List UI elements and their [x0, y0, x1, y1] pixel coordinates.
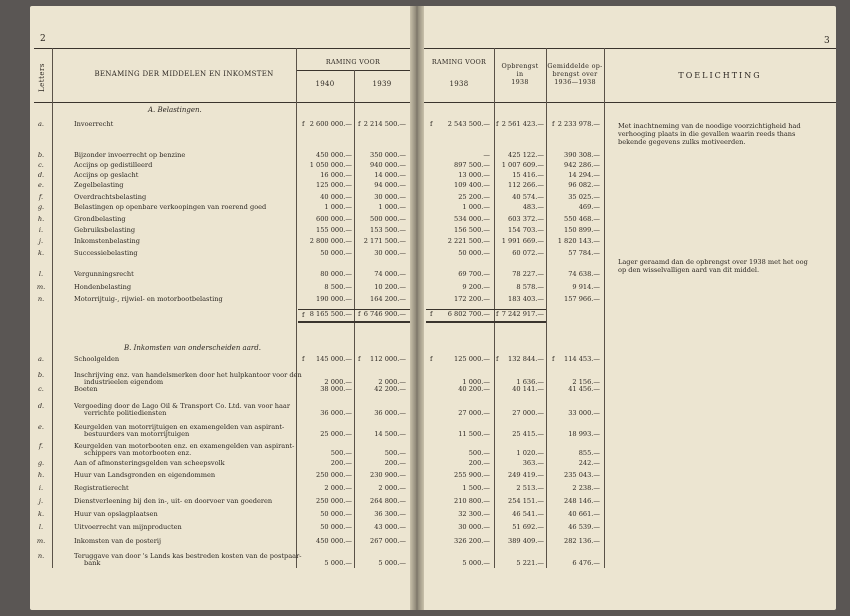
value-raming-1938: 9 200.— [462, 283, 490, 291]
row-letter: c. [38, 161, 44, 169]
value-gemiddelde: 9 914.— [572, 283, 600, 291]
value-gemiddelde: 242.— [578, 459, 600, 467]
value-1940: 200.— [330, 459, 352, 467]
row-name: Huur van opslagplaatsen [74, 511, 158, 518]
value-opbrengst-1938: 5 221.— [516, 559, 544, 568]
row-letter: l. [38, 270, 44, 278]
value-1940: 250 000.— [316, 497, 352, 505]
value-1940: 38 000.— [320, 385, 352, 393]
row-letter: h. [37, 471, 45, 479]
row-letter: a. [37, 355, 45, 363]
value-1940: 250 000.— [316, 471, 352, 479]
value-1940: 2 800 000.— [309, 237, 352, 245]
value-1940: 125 000.— [316, 181, 352, 189]
total-double-rule-left [298, 321, 410, 323]
row-letter: d. [37, 171, 45, 179]
currency-symbol: f [496, 355, 499, 363]
row-name: Motorrijtuig-, rijwiel- en motorbootbelasting [74, 296, 223, 303]
row-name: Boeten [74, 386, 98, 393]
value-1939: 2 171 500.— [363, 237, 406, 245]
section-a-title: A. Belastingen. [148, 106, 202, 114]
row-name: Inkomsten van de posterij [74, 538, 161, 545]
value-1940: 2 000.— [324, 484, 352, 492]
total-1939: 6 746 900.— [363, 310, 406, 318]
value-gemiddelde: 96 082.— [568, 181, 600, 189]
value-raming-1938: 210 800.— [454, 497, 490, 505]
value-gemiddelde: 14 294.— [568, 171, 600, 179]
row-name: Teruggave van door 's Lands kas bestreden kosten van de postpaar- [74, 553, 302, 560]
currency-symbol: f [496, 310, 499, 318]
value-opbrengst-1938: 483.— [522, 203, 544, 211]
opbrengst-header-2: in [516, 70, 524, 78]
row-letter: a. [37, 120, 45, 128]
value-raming-1938: 13 000.— [458, 171, 490, 179]
value-opbrengst-1938: 1 636.— [516, 378, 544, 387]
currency-symbol: f [430, 120, 433, 128]
row-name: Inschrijving enz. van handelsmerken door het hulpkantoor voor den [74, 372, 302, 379]
value-1939: 74 000.— [374, 270, 406, 278]
value-opbrengst-1938: 46 541.— [512, 510, 544, 518]
value-1939: 14 000.— [374, 171, 406, 179]
value-opbrengst-1938: 78 227.— [512, 270, 544, 278]
row-letter: m. [36, 283, 46, 291]
value-1940: 190 000.— [316, 295, 352, 303]
value-1939: 264 800.— [370, 497, 406, 505]
section-b-title: B. Inkomsten van onderscheiden aard. [124, 344, 261, 352]
value-raming-1938: 1 500.— [462, 484, 490, 492]
total-1940: 8 165 500.— [309, 310, 352, 318]
value-raming-1938: 125 000.— [454, 355, 490, 363]
value-gemiddelde: 57 784.— [568, 249, 600, 257]
value-1940: 40 000.— [320, 193, 352, 201]
value-raming-1938: 40 200.— [458, 385, 490, 393]
value-raming-1938: 69 700.— [458, 270, 490, 278]
value-1939: 230 900.— [370, 471, 406, 479]
row-name: Successiebelasting [74, 250, 138, 257]
value-raming-1938: 5 000.— [462, 559, 490, 568]
gemiddelde-header-2: brengst over [552, 70, 598, 78]
row-name: Inkomstenbelasting [74, 238, 141, 245]
benaming-header: BENAMING DER MIDDELEN EN INKOMSTEN [94, 70, 274, 78]
row-name: Aan of afmonsteringsgelden van scheepsvolk [74, 460, 225, 467]
left-page [30, 6, 410, 610]
value-1940: 2 000.— [324, 378, 352, 387]
row-name: Belastingen op openbare verkoopingen van roerend goed [74, 204, 267, 211]
row-letter: j. [38, 237, 44, 245]
value-1939: 200.— [384, 459, 406, 467]
value-opbrengst-1938: 249 419.— [508, 471, 544, 479]
row-name: Bijzonder invoerrecht op benzine [74, 152, 186, 159]
value-1939: 500.— [384, 449, 406, 458]
value-1940: 155 000.— [316, 226, 352, 234]
toelichting-note-successiebelasting: Lager geraamd dan de opbrengst over 1938 met het oog op den wisselvalligen aard van dit middel. [618, 258, 808, 274]
value-opbrengst-1938: 363.— [522, 459, 544, 467]
currency-symbol: f [358, 310, 361, 318]
value-raming-1938: 534 000.— [454, 215, 490, 223]
value-opbrengst-1938: 51 692.— [512, 523, 544, 531]
value-1940: 50 000.— [320, 523, 352, 531]
currency-symbol: f [552, 120, 555, 128]
row-name: Schoolgelden [74, 356, 120, 363]
total-double-rule-right [426, 321, 546, 323]
value-gemiddelde: 1 820 143.— [557, 237, 600, 245]
right-page [424, 6, 836, 610]
row-name: Registratierecht [74, 485, 129, 492]
value-gemiddelde: 390 308.— [564, 151, 600, 159]
row-letter: k. [37, 249, 45, 257]
row-letter: e. [38, 181, 44, 189]
value-gemiddelde: 2 233 978.— [557, 120, 600, 128]
raming-voor-header: RAMING VOOR [325, 58, 381, 66]
row-name: Vergunningsrecht [74, 271, 134, 278]
value-1939: 1 000.— [378, 203, 406, 211]
row-letter: n. [37, 295, 45, 303]
currency-symbol: f [552, 355, 555, 363]
row-letter: f. [38, 193, 44, 201]
value-raming-1938: 32 300.— [458, 510, 490, 518]
value-opbrengst-1938: 603 372.— [508, 215, 544, 223]
row-name: Invoerrecht [74, 121, 114, 128]
value-opbrengst-1938: 389 409.— [508, 537, 544, 545]
value-1939: 36 300.— [374, 510, 406, 518]
value-raming-1938: 27 000.— [458, 409, 490, 418]
value-opbrengst-1938: 1 020.— [516, 449, 544, 458]
currency-symbol: f [302, 355, 305, 363]
value-1939: 500 000.— [370, 215, 406, 223]
raming-voor-header-right: RAMING VOOR [431, 58, 487, 66]
value-1940: 145 000.— [316, 355, 352, 363]
value-gemiddelde: 40 661.— [568, 510, 600, 518]
value-gemiddelde: 469.— [578, 203, 600, 211]
value-1939: 94 000.— [374, 181, 406, 189]
value-gemiddelde: 114 453.— [564, 355, 600, 363]
value-gemiddelde: 942 286.— [564, 161, 600, 169]
value-opbrengst-1938: 15 416.— [512, 171, 544, 179]
value-opbrengst-1938: 27 000.— [512, 409, 544, 418]
value-raming-1938: 255 900.— [454, 471, 490, 479]
header-top-rule [34, 48, 410, 49]
value-raming-1938: 326 200.— [454, 537, 490, 545]
total-opbrengst-1938: 7 242 917.— [501, 310, 544, 318]
value-1939: 10 200.— [374, 283, 406, 291]
value-opbrengst-1938: 183 403.— [508, 295, 544, 303]
value-1939: 30 000.— [374, 249, 406, 257]
value-1939: 2 000.— [378, 378, 406, 387]
value-gemiddelde: 248 146.— [564, 497, 600, 505]
value-opbrengst-1938: 40 141.— [512, 385, 544, 393]
row-name: Huur van Landsgronden en eigendommen [74, 472, 216, 479]
value-opbrengst-1938: 40 574.— [512, 193, 544, 201]
row-letter: d. [37, 402, 45, 410]
col-gemiddelde-line [604, 48, 605, 568]
value-raming-1938: 897 500.— [454, 161, 490, 169]
header-top-rule-right [424, 48, 836, 49]
value-gemiddelde: 33 000.— [568, 409, 600, 418]
value-1940: 80 000.— [320, 270, 352, 278]
value-gemiddelde: 2 238.— [572, 484, 600, 492]
value-gemiddelde: 35 025.— [568, 193, 600, 201]
value-1940: 50 000.— [320, 249, 352, 257]
header-bottom-rule-right [424, 102, 836, 103]
value-gemiddelde: 550 468.— [564, 215, 600, 223]
page-number-left: 2 [40, 34, 46, 44]
row-letter: g. [37, 459, 45, 467]
value-opbrengst-1938: 2 561 423.— [501, 120, 544, 128]
value-gemiddelde: 41 456.— [568, 385, 600, 393]
value-raming-1938: 200.— [468, 459, 490, 467]
row-name-continued: verrichte politiediensten [84, 410, 167, 418]
value-1939: 30 000.— [374, 193, 406, 201]
row-letter: b. [37, 151, 45, 159]
value-raming-1938: — [483, 151, 490, 159]
value-1939: 36 000.— [374, 409, 406, 418]
value-1940: 16 000.— [320, 171, 352, 179]
value-gemiddelde: 282 136.— [564, 537, 600, 545]
value-1939: 164 200.— [370, 295, 406, 303]
value-1940: 500.— [330, 449, 352, 458]
value-1939: 2 000.— [378, 484, 406, 492]
currency-symbol: f [358, 355, 361, 363]
currency-symbol: f [358, 120, 361, 128]
year-1938-header: 1938 [449, 80, 469, 88]
value-1939: 14 500.— [374, 430, 406, 439]
row-name-continued: industrieelen eigendom [84, 379, 164, 387]
value-opbrengst-1938: 1 991 669.— [501, 237, 544, 245]
value-opbrengst-1938: 60 072.— [512, 249, 544, 257]
toelichting-note-invoerrecht: Met inachtneming van de noodige voorzichtigheid had verhooging plaats in die gevallen waarin reeds thans bekende gegevens zulks motiveerden. [618, 122, 801, 146]
value-opbrengst-1938: 425 122.— [508, 151, 544, 159]
value-1940: 50 000.— [320, 510, 352, 518]
value-1939: 5 000.— [378, 559, 406, 568]
gemiddelde-header-1: Gemiddelde op- [547, 62, 603, 70]
value-opbrengst-1938: 2 513.— [516, 484, 544, 492]
value-1940: 5 000.— [324, 559, 352, 568]
row-name: Accijns op gedistilleerd [74, 162, 153, 169]
row-name: Gebruiksbelasting [74, 227, 136, 234]
row-letter: i. [38, 484, 44, 492]
value-raming-1938: 500.— [468, 449, 490, 458]
row-letter: i. [38, 226, 44, 234]
value-opbrengst-1938: 254 151.— [508, 497, 544, 505]
row-name: Keurgelden van motorbooten enz. en examengelden van aspirant- [74, 443, 295, 450]
row-name-continued: schippers van motorbooten enz. [84, 450, 192, 458]
row-name: Hondenbelasting [74, 284, 132, 291]
currency-symbol: f [302, 120, 305, 128]
col-opbrengst-line [546, 48, 547, 568]
value-gemiddelde: 235 043.— [564, 471, 600, 479]
year-1939-header: 1939 [372, 80, 392, 88]
value-gemiddelde: 46 539.— [568, 523, 600, 531]
row-name-continued: bestuurders van motorrijtuigen [84, 431, 190, 439]
row-letter: g. [37, 203, 45, 211]
value-1940: 600 000.— [316, 215, 352, 223]
value-1940: 450 000.— [316, 537, 352, 545]
value-opbrengst-1938: 154 703.— [508, 226, 544, 234]
row-name: Overdrachtsbelasting [74, 194, 147, 201]
value-raming-1938: 25 200.— [458, 193, 490, 201]
row-letter: n. [37, 552, 45, 560]
value-1939: 2 214 500.— [363, 120, 406, 128]
value-gemiddelde: 150 899.— [564, 226, 600, 234]
page-number-right: 3 [824, 36, 830, 46]
value-1940: 450 000.— [316, 151, 352, 159]
gemiddelde-header-3: 1936—1938 [554, 78, 596, 86]
value-1939: 42 200.— [374, 385, 406, 393]
value-opbrengst-1938: 25 415.— [512, 430, 544, 439]
row-name: Dienstverleening bij den in-, uit- en doorvoer van goederen [74, 498, 273, 505]
col-raming-1938-line [494, 48, 495, 568]
value-1940: 1 050 000.— [309, 161, 352, 169]
value-opbrengst-1938: 8 578.— [516, 283, 544, 291]
book-gutter [410, 6, 424, 610]
opbrengst-header-1: Opbrengst [501, 62, 539, 70]
value-raming-1938: 156 500.— [454, 226, 490, 234]
row-name: Accijns op geslacht [74, 172, 139, 179]
row-letter: b. [37, 371, 45, 379]
row-letter: c. [38, 385, 44, 393]
letters-col-line [52, 48, 53, 568]
value-raming-1938: 2 543 500.— [447, 120, 490, 128]
value-gemiddelde: 157 966.— [564, 295, 600, 303]
value-raming-1938: 50 000.— [458, 249, 490, 257]
value-1940: 8 500.— [324, 283, 352, 291]
row-letter: k. [37, 510, 45, 518]
letters-header: Letters [38, 63, 46, 92]
toelichting-header: TOELICHTING [678, 71, 762, 80]
row-letter: j. [38, 497, 44, 505]
value-raming-1938: 172 200.— [454, 295, 490, 303]
currency-symbol: f [302, 311, 305, 319]
value-1939: 112 000.— [370, 355, 406, 363]
value-opbrengst-1938: 1 007 609.— [501, 161, 544, 169]
raming-sub-rule [296, 70, 410, 71]
row-name: Vergoeding door de Lago Oil & Transport Co. Ltd. van voor haar [74, 403, 291, 410]
value-1939: 940 000.— [370, 161, 406, 169]
value-1940: 1 000.— [324, 203, 352, 211]
value-1940: 25 000.— [320, 430, 352, 439]
value-gemiddelde: 18 993.— [568, 430, 600, 439]
row-name: Zegelbelasting [74, 182, 124, 189]
row-name: Uitvoerrecht van mijnproducten [74, 524, 182, 531]
value-raming-1938: 1 000.— [462, 378, 490, 387]
row-name-continued: bank [84, 560, 101, 568]
value-opbrengst-1938: 132 844.— [508, 355, 544, 363]
col-1939-line [354, 70, 355, 568]
value-1939: 350 000.— [370, 151, 406, 159]
currency-symbol: f [430, 310, 433, 318]
value-1940: 36 000.— [320, 409, 352, 418]
value-raming-1938: 109 400.— [454, 181, 490, 189]
value-1939: 153 500.— [370, 226, 406, 234]
value-gemiddelde: 855.— [578, 449, 600, 458]
row-letter: m. [36, 537, 46, 545]
row-letter: e. [38, 423, 44, 431]
opbrengst-header-3: 1938 [511, 78, 529, 86]
currency-symbol: f [496, 120, 499, 128]
value-gemiddelde: 74 638.— [568, 270, 600, 278]
total-raming-1938: 6 802 700.— [447, 310, 490, 318]
value-1939: 43 000.— [374, 523, 406, 531]
value-raming-1938: 11 500.— [458, 430, 490, 439]
value-1940: 2 600 000.— [309, 120, 352, 128]
currency-symbol: f [430, 355, 433, 363]
value-gemiddelde: 6 476.— [572, 559, 600, 568]
value-1939: 267 000.— [370, 537, 406, 545]
value-gemiddelde: 2 156.— [572, 378, 600, 387]
row-name: Grondbelasting [74, 216, 126, 223]
value-raming-1938: 2 221 500.— [447, 237, 490, 245]
year-1940-header: 1940 [315, 80, 335, 88]
value-raming-1938: 1 000.— [462, 203, 490, 211]
value-raming-1938: 30 000.— [458, 523, 490, 531]
row-name: Keurgelden van motorrijtuigen en examengelden van aspirant- [74, 424, 285, 431]
row-letter: h. [37, 215, 45, 223]
value-opbrengst-1938: 112 266.— [508, 181, 544, 189]
row-letter: l. [38, 523, 44, 531]
row-letter: f. [38, 442, 44, 450]
